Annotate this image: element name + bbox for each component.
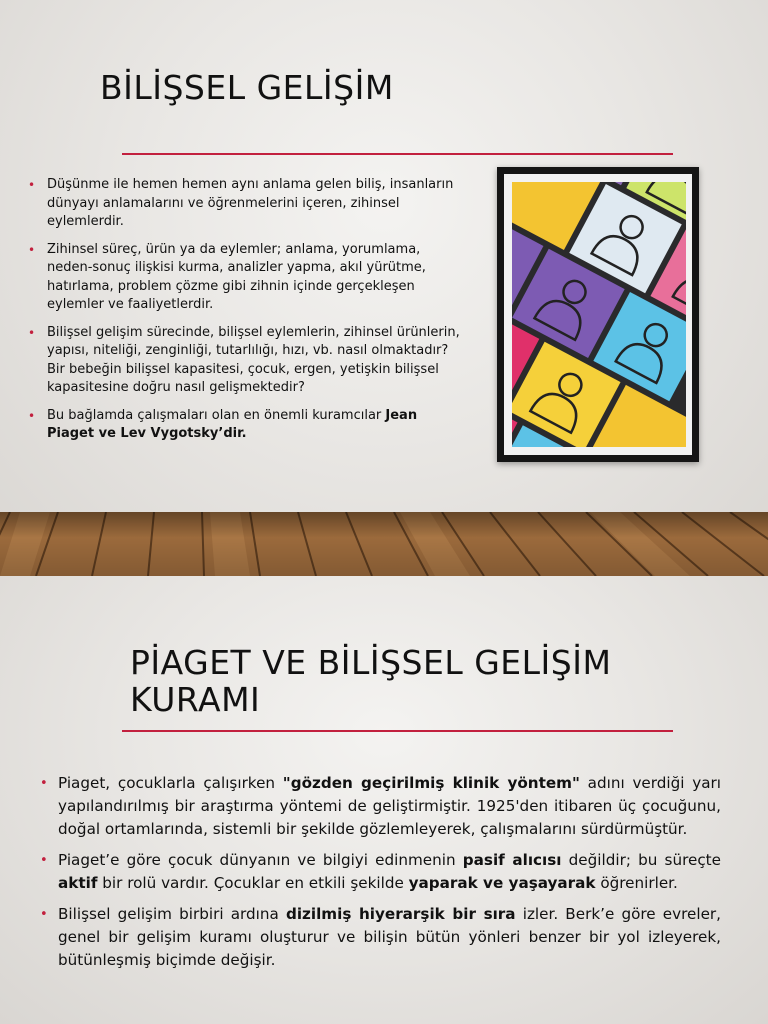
picture-frame [497,167,699,462]
bullet-item [40,772,721,841]
wooden-floor [0,512,768,576]
bullet-text: Bilişsel gelişim sürecinde, bilişsel eylemlerin, zihinsel ürünlerin, yapısı, niteliği, zenginliği, tutarlılığı, hızı, vb. nasıl olmaktadır? Bir bebeğin bilişsel kapasitesi, çocuk, ergen, yetişkin bilişsel kapasitesine doğru nasıl gelişmektedir? [47,324,460,395]
slide-title [130,644,611,718]
title-divider [122,153,673,155]
slide-piaget-kurami [0,576,768,1024]
bullet-item [28,407,466,444]
bullet-item [28,324,466,398]
bullet-text: Bu bağlamda çalışmaları olan en önemli kuramcılar [47,407,386,423]
bullet-bold-text: "gözden geçirilmiş klinik yöntem" [282,774,580,792]
bullet-bold-text: pasif alıcısı [462,851,562,869]
bullet-bold-text: yaparak ve yaşayarak [408,874,596,892]
bullet-bold-text: aktif [58,874,98,892]
bullet-text: öğrenirler. [595,874,678,892]
bullet-text: Piaget, çocuklarla çalışırken [58,774,283,792]
people-sticky-notes-image [512,182,686,447]
slide-title: BİLİŞSEL GELİŞİM [100,68,394,107]
bullet-bold-text: Jean Piaget ve Lev Vygotsky’dir. [47,407,418,441]
bullet-text: Zihinsel süreç, ürün ya da eylemler; anlama, yorumlama, neden-sonuç ilişkisi kurma, analizler yapma, akıl yürütme, hatırlama, problem çözme gibi zihnin içinde gerçekleşen eylemler ve faaliyetlerdir. [47,241,426,312]
title-line-1: PİAGET VE BİLİŞSEL GELİŞİM [130,643,612,682]
title-divider [122,730,673,732]
bullet-item [40,849,721,895]
picture-mat [504,174,692,455]
bullet-text: Düşünme ile hemen hemen aynı anlama gelen biliş, insanların dünyayı anlamalarını ve öğrenmelerini içeren, zihinsel eylemlerdir. [47,177,454,229]
bullet-list [40,772,721,980]
title-line-2: KURAMI [130,680,261,719]
bullet-item [28,241,466,315]
bullet-item [28,176,466,232]
bullet-text: izler. Berk’e göre evreler, genel bir gelişim kuramı oluşturur ve bilişin bütün yönleri benzer bir yol izleyerek, bütünleşmiş biçimde değişir. [58,905,722,969]
bullet-item [40,903,721,972]
bullet-bold-text: dizilmiş hiyerarşik bir sıra [285,905,516,923]
bullet-text: adını verdiği yarı yapılandırılmış bir araştırma yöntemi de geliştirmiştir. 1925'den itibaren üç çocuğunu, doğal ortamlarında, sistemli bir şekilde gözlemleyerek, çalışmalarını sürdürmüştür. [58,774,721,838]
bullet-text: Bilişsel gelişim birbiri ardına [58,905,286,923]
bullet-list [28,176,466,453]
bullet-text: bir rolü vardır. Çocuklar en etkili şekilde [97,874,409,892]
bullet-text: Piaget’e göre çocuk dünyanın ve bilgiyi edinmenin [58,851,463,869]
bullet-text: değildir; bu süreçte [561,851,721,869]
